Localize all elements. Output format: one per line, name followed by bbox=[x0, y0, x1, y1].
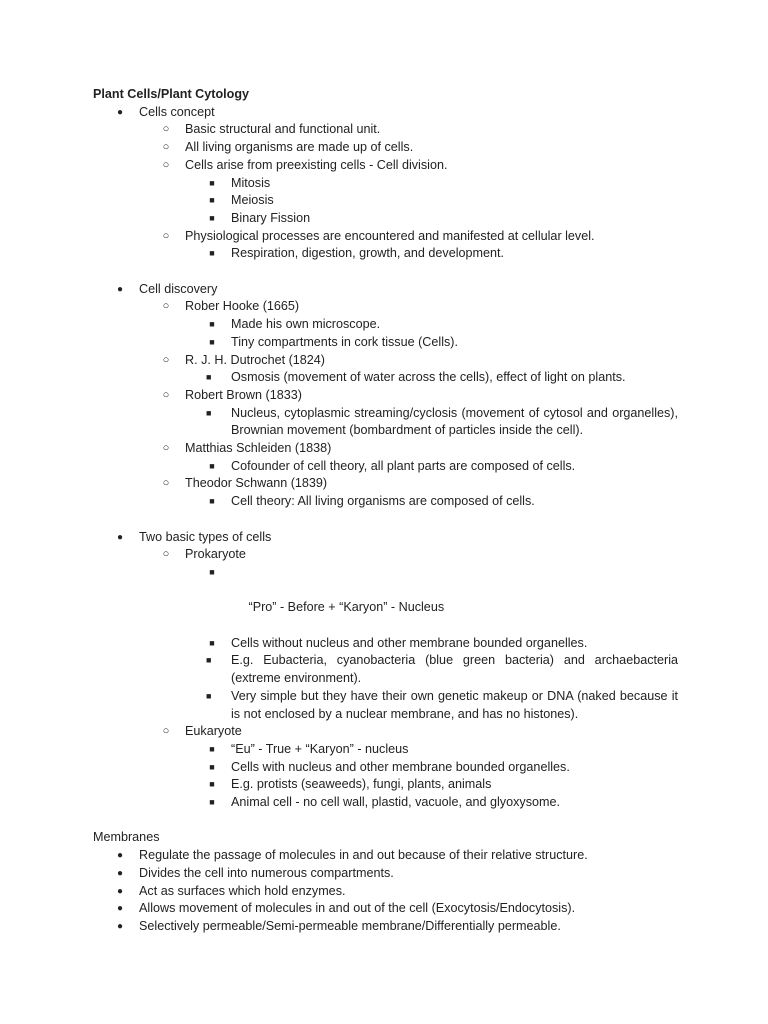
list-item bbox=[93, 175, 678, 193]
list-item-text: Basic structural and functional unit. bbox=[185, 122, 381, 137]
bullet-circle-icon: ○ bbox=[162, 300, 170, 313]
scientist-name: R. J. H. Dutrochet (1824) bbox=[185, 352, 325, 367]
bullet-disc-icon: ● bbox=[116, 921, 124, 932]
list-item bbox=[93, 228, 678, 246]
bullet-square-icon: ■ bbox=[209, 177, 215, 188]
list-item-text: Selectively permeable/Semi-permeable membrane/Differentially permeable. bbox=[139, 919, 561, 933]
spacer bbox=[93, 263, 678, 281]
bullet-square-icon: ■ bbox=[206, 407, 212, 418]
list-item bbox=[93, 387, 678, 405]
document-page bbox=[93, 86, 678, 936]
list-item bbox=[93, 298, 678, 316]
bullet-circle-icon: ○ bbox=[162, 388, 170, 401]
list-item-text: Binary Fission bbox=[231, 210, 311, 225]
list-item-text: Physiological processes are encountered and manifested at cellular level. bbox=[185, 228, 595, 243]
bullet-circle-icon: ○ bbox=[162, 442, 170, 455]
list-item bbox=[93, 405, 678, 440]
list-item-text: “Pro” - Before + “Karyon” - Nucleus bbox=[245, 600, 445, 615]
list-item bbox=[93, 493, 678, 511]
bullet-square-icon: ■ bbox=[209, 460, 215, 471]
list-item-text: Very simple but they have their own genetic makeup or DNA (naked because it is not enclosed by a nuclear membrane, and has no histones). bbox=[231, 688, 678, 721]
list-item bbox=[93, 316, 678, 334]
list-item-text: Act as surfaces which hold enzymes. bbox=[139, 883, 346, 898]
bullet-circle-icon: ○ bbox=[162, 353, 170, 366]
list-item bbox=[93, 900, 678, 918]
list-item-text: Allows movement of molecules in and out of the cell (Exocytosis/Endocytosis). bbox=[139, 901, 576, 916]
list-item bbox=[93, 918, 678, 936]
document-title: Plant Cells/Plant Cytology bbox=[93, 87, 250, 101]
bullet-disc-icon: ● bbox=[116, 903, 124, 915]
bullet-square-icon: ■ bbox=[209, 248, 215, 259]
bullet-square-icon: ■ bbox=[209, 797, 215, 808]
bullet-disc-icon: ● bbox=[116, 885, 124, 897]
list-item-label: Cells concept bbox=[139, 104, 215, 119]
list-item-text: Meiosis bbox=[231, 193, 274, 208]
list-item-text: E.g. Eubacteria, cyanobacteria (blue green bacteria) and archaebacteria (extreme environment). bbox=[231, 653, 678, 686]
bullet-circle-icon: ○ bbox=[162, 158, 170, 171]
bullet-square-icon: ■ bbox=[209, 637, 215, 648]
list-item-text: Cell theory: All living organisms are composed of cells. bbox=[231, 494, 535, 509]
list-item-label: Two basic types of cells bbox=[139, 529, 272, 544]
bullet-circle-icon: ○ bbox=[162, 229, 170, 242]
list-item bbox=[93, 210, 678, 228]
list-item bbox=[93, 652, 678, 687]
list-item-text: Respiration, digestion, growth, and development. bbox=[231, 246, 505, 261]
list-item-text: Cells without nucleus and other membrane bounded organelles. bbox=[231, 635, 588, 650]
list-item-text: Cells with nucleus and other membrane bounded organelles. bbox=[231, 759, 570, 774]
section-heading-membranes: Membranes bbox=[93, 830, 160, 845]
bullet-circle-icon: ○ bbox=[162, 141, 170, 154]
list-item bbox=[93, 776, 678, 794]
bullet-square-icon: ■ bbox=[209, 566, 215, 577]
bullet-square-icon: ■ bbox=[209, 212, 215, 223]
list-item bbox=[93, 334, 678, 352]
list-item bbox=[93, 440, 678, 458]
bullet-disc-icon: ● bbox=[116, 531, 124, 543]
list-item-text: Animal cell - no cell wall, plastid, vacuole, and glyoxysome. bbox=[231, 795, 560, 810]
bullet-disc-icon: ● bbox=[116, 850, 124, 862]
bullet-square-icon: ■ bbox=[209, 779, 215, 790]
list-item-text: Nucleus, cytoplasmic streaming/cyclosis (movement of cytosol and organelles), Brownian movement (bombardment of particles inside the cell). bbox=[231, 405, 678, 438]
scientist-name: Robert Brown (1833) bbox=[185, 387, 302, 402]
list-item-text: Regulate the passage of molecules in and out because of their relative structure. bbox=[139, 848, 588, 863]
scientist-name: Rober Hooke (1665) bbox=[185, 299, 300, 314]
bullet-square-icon: ■ bbox=[206, 372, 212, 383]
list-item-cell-types bbox=[93, 529, 678, 547]
list-item bbox=[93, 883, 678, 901]
list-item-cell-discovery bbox=[93, 281, 678, 299]
scientist-name: Theodor Schwann (1839) bbox=[185, 476, 328, 491]
list-item-text: E.g. protists (seaweeds), fungi, plants, animals bbox=[231, 777, 492, 792]
list-item-cells-concept bbox=[93, 104, 678, 122]
list-item bbox=[93, 688, 678, 723]
list-item-text: Tiny compartments in cork tissue (Cells). bbox=[231, 334, 458, 349]
list-item bbox=[93, 192, 678, 210]
bullet-disc-icon: ● bbox=[116, 106, 124, 118]
bullet-square-icon: ■ bbox=[209, 761, 215, 772]
bullet-square-icon: ■ bbox=[209, 743, 215, 754]
list-item bbox=[93, 139, 678, 157]
list-item bbox=[93, 635, 678, 653]
list-item bbox=[93, 157, 678, 175]
bullet-disc-icon: ● bbox=[116, 867, 124, 879]
scientist-name: Matthias Schleiden (1838) bbox=[185, 441, 332, 456]
bullet-circle-icon: ○ bbox=[162, 123, 170, 136]
bullet-circle-icon: ○ bbox=[162, 548, 170, 561]
list-item bbox=[93, 741, 678, 759]
list-item-text: Divides the cell into numerous compartments. bbox=[139, 865, 394, 880]
bullet-disc-icon: ● bbox=[116, 283, 124, 295]
list-item bbox=[93, 847, 678, 865]
list-item bbox=[93, 723, 678, 741]
list-item-text: Mitosis bbox=[231, 175, 271, 190]
list-item bbox=[93, 794, 678, 812]
spacer bbox=[93, 812, 678, 830]
list-item bbox=[93, 759, 678, 777]
list-item bbox=[93, 475, 678, 493]
bullet-square-icon: ■ bbox=[209, 336, 215, 347]
list-item-text: Osmosis (movement of water across the cells), effect of light on plants. bbox=[231, 370, 626, 385]
bullet-square-icon: ■ bbox=[206, 655, 212, 666]
list-item-text: Cofounder of cell theory, all plant parts are composed of cells. bbox=[231, 458, 576, 473]
bullet-square-icon: ■ bbox=[209, 195, 215, 206]
bullet-circle-icon: ○ bbox=[162, 477, 170, 490]
list-item-text: Made his own microscope. bbox=[231, 317, 381, 332]
list-item bbox=[93, 369, 678, 387]
list-item-label: Cell discovery bbox=[139, 281, 218, 296]
spacer bbox=[93, 511, 678, 529]
list-item bbox=[93, 546, 678, 564]
list-item-text: All living organisms are made up of cells. bbox=[185, 140, 414, 155]
list-item-text: “Eu” - True + “Karyon” - nucleus bbox=[231, 741, 409, 756]
list-item bbox=[93, 245, 678, 263]
list-item bbox=[93, 865, 678, 883]
list-item-text: Cells arise from preexisting cells - Cell division. bbox=[185, 157, 448, 172]
bullet-square-icon: ■ bbox=[209, 319, 215, 330]
list-item bbox=[93, 121, 678, 139]
list-item bbox=[93, 352, 678, 370]
list-item bbox=[93, 564, 678, 635]
list-item bbox=[93, 458, 678, 476]
bullet-square-icon: ■ bbox=[206, 690, 212, 701]
bullet-square-icon: ■ bbox=[209, 496, 215, 507]
cell-type-name: Eukaryote bbox=[185, 724, 242, 739]
cell-type-name: Prokaryote bbox=[185, 547, 246, 562]
bullet-circle-icon: ○ bbox=[162, 725, 170, 738]
